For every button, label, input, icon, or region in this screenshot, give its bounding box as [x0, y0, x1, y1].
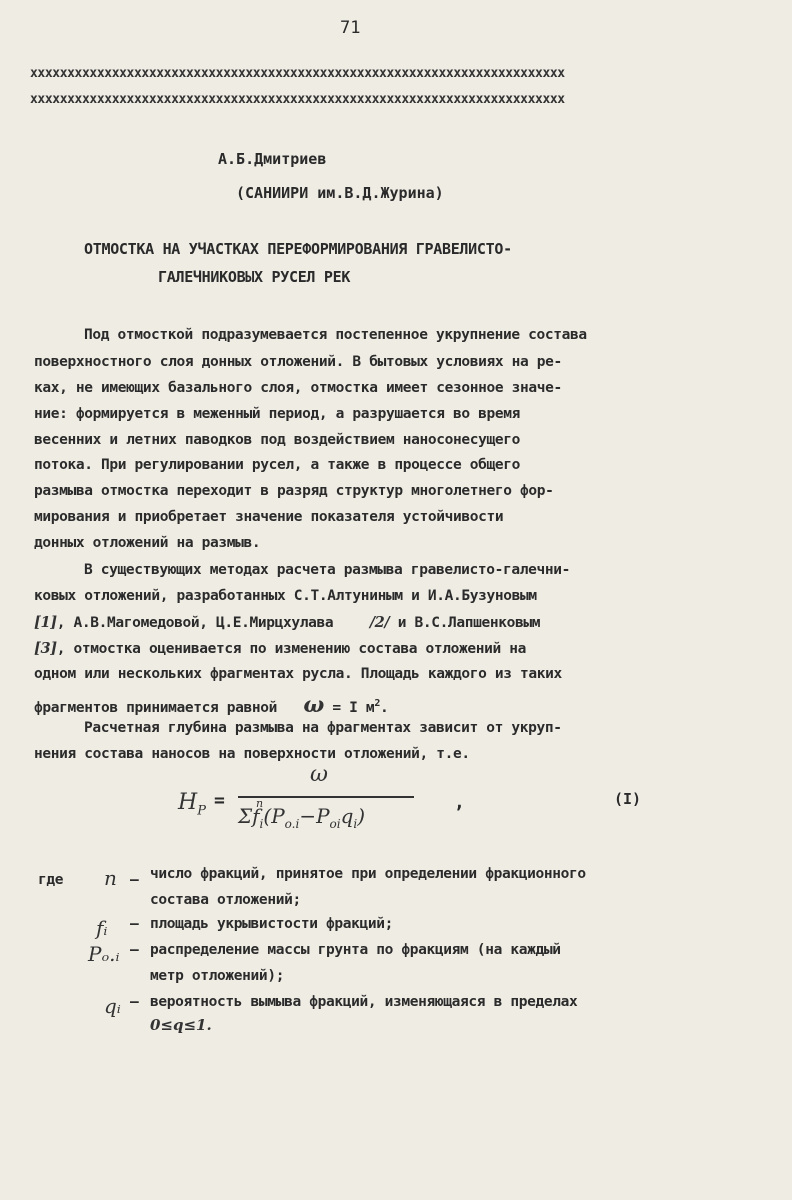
p3-line-1: Расчетная глубина размыва на фрагментах зависит от укруп- [84, 720, 562, 736]
p1-line-1: Под отмосткой подразумевается постепенное укрупнение состава [84, 327, 587, 343]
author: А.Б.Дмитриев [218, 150, 327, 168]
den-f-sub: i [259, 817, 264, 831]
p2-line-3 [34, 614, 540, 631]
def-dash-p: – [130, 942, 139, 958]
den-q: q [340, 804, 354, 828]
def-text-n-2: состава отложений; [150, 892, 301, 908]
sum-sign: Σ [238, 804, 253, 828]
p1-line-4: ние: формируется в меженный период, а разрушается во время [34, 406, 521, 422]
title-line-1: ОТМОСТКА НА УЧАСТКАХ ПЕРЕФОРМИРОВАНИЯ ГРАВЕЛИСТО- [84, 240, 512, 258]
page-number: 71 [340, 18, 361, 38]
p2-line-6-text: фрагментов принимается равной [34, 700, 278, 716]
den-close: ) [357, 804, 366, 828]
p1-line-5: весенних и летних паводков под воздействием наносонесущего [34, 432, 521, 448]
definitions-intro: где [38, 872, 64, 888]
p3-line-2: нения состава наносов на поверхности отложений, т.е. [34, 746, 470, 762]
def-text-q-2: 0≤q≤1. [150, 1016, 212, 1034]
formula-lhs-sub: P [197, 803, 206, 819]
p1-line-8: мирования и приобретает значение показателя устойчивости [34, 509, 504, 525]
def-symbol-n: n [104, 866, 117, 890]
ref-2: /2/ [369, 614, 390, 631]
p1-line-7: размыва отмостка переходит в разряд структур многолетнего фор- [34, 483, 554, 499]
formula-lhs-h: H [178, 790, 198, 815]
p1-line-6: потока. При регулировании русел, а также в процессе общего [34, 457, 521, 473]
den-p2-sub: oi [329, 817, 341, 831]
den-paren: (P [263, 804, 285, 828]
def-symbol-f: fᵢ [96, 916, 108, 940]
den-p-sub: o.i [284, 817, 300, 831]
den-f: f [252, 804, 260, 828]
def-dash-q: – [130, 994, 139, 1010]
area-period: . [379, 700, 389, 716]
p1-line-3: ках, не имеющих базального слоя, отмостка имеет сезонное значе- [34, 380, 562, 396]
formula-numerator: ω [310, 762, 328, 787]
def-symbol-q: qᵢ [104, 994, 121, 1018]
p1-line-2: поверхностного слоя донных отложений. В бытовых условиях на ре- [34, 354, 562, 370]
ref-1: [1] [34, 614, 57, 631]
def-text-p-2: метр отложений); [150, 968, 285, 984]
formula-comma: , [454, 792, 465, 813]
p1-line-9: донных отложений на размыв. [34, 535, 261, 551]
area-value: = I м [332, 700, 375, 716]
def-symbol-p: Pₒ.ᵢ [88, 942, 120, 966]
ref-3: [3] [34, 640, 57, 657]
equation-number: (I) [614, 790, 642, 808]
p2-line-1: В существующих методах расчета размыва гравелисто-галечни- [84, 562, 571, 578]
def-text-q: вероятность вымыва фракций, изменяющаяся в пределах [150, 994, 578, 1010]
p2-line-2: ковых отложений, разработанных С.Т.Алтуниным и И.А.Бузуновым [34, 588, 537, 604]
def-text-f: площадь укрывистости фракций; [150, 916, 394, 932]
p2-line-6 [34, 692, 388, 718]
sum-upper: n [256, 797, 264, 810]
separator-line-1: xxxxxxxxxxxxxxxxxxxxxxxxxxxxxxxxxxxxxxxxxxxxxxxxxxxxxxxxxxxxxxxxxxxxxxxx [30, 66, 565, 81]
title-line-2: ГАЛЕЧНИКОВЫХ РУСЕЛ РЕК [158, 268, 351, 286]
area-superscript: 2 [374, 698, 380, 710]
institution: (САНИИРИ им.В.Д.Журина) [236, 184, 444, 202]
den-q-sub: i [353, 817, 358, 831]
fraction-bar [238, 796, 414, 798]
p2-line-4 [34, 640, 526, 657]
separator-line-2: xxxxxxxxxxxxxxxxxxxxxxxxxxxxxxxxxxxxxxxxxxxxxxxxxxxxxxxxxxxxxxxxxxxxxxxx [30, 92, 565, 107]
p2-line-3-text2: и В.С.Лапшенковым [397, 615, 541, 631]
def-dash-n: – [130, 872, 139, 888]
p2-line-3-text: , А.В.Магомедовой, Ц.Е.Мирцхулава [56, 615, 334, 631]
formula-equals: = [214, 790, 225, 811]
formula-denominator [238, 804, 365, 831]
def-text-n: число фракций, принятое при определении фракционного [150, 866, 586, 882]
formula-lhs [178, 790, 206, 818]
p2-line-4-text: , отмостка оценивается по изменению состава отложений на [56, 641, 527, 657]
p2-line-5: одном или нескольких фрагментах русла. Площадь каждого из таких [34, 666, 562, 682]
omega-symbol: ω [303, 692, 325, 718]
def-dash-f: – [130, 916, 139, 932]
den-minus-p: −P [299, 804, 330, 828]
def-text-p: распределение массы грунта по фракциям (на каждый [150, 942, 561, 958]
